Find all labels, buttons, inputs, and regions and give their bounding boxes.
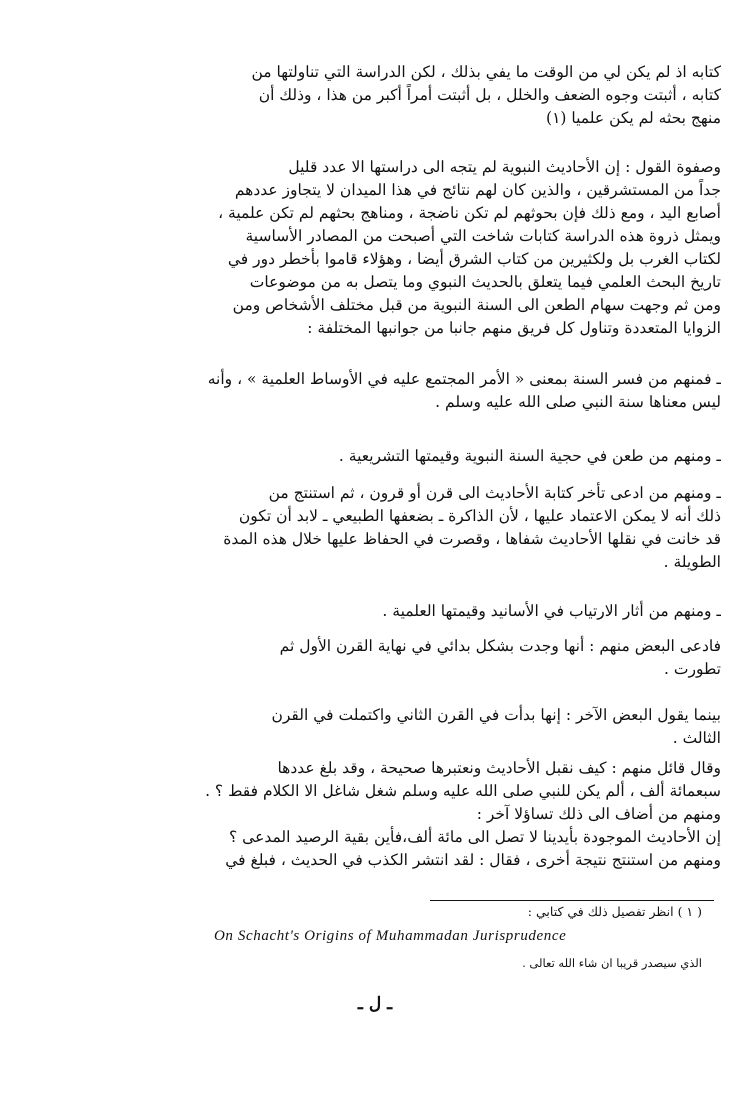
text-line: تاريخ البحث العلمي فيما يتعلق بالحديث النبوي وما يتصل به من موضوعات [249,273,721,291]
text-line: الطويلة . [663,553,721,571]
text-line: ـ فمنهم من فسر السنة بمعنى « الأمر المجتمع عليه في الأوساط العلمية » ، وأنه [207,370,721,388]
paragraph-summary [76,156,721,340]
text-line: ـ ومنهم من ادعى تأخر كتابة الأحاديث الى قرن أو قرون ، ثم استنتج من [268,484,721,502]
paragraph-claim-3 [76,757,721,872]
text-line: فادعى البعض منهم : أنها وجدت بشكل بدائي في نهاية القرن الأول ثم [279,637,721,655]
text-line: وقال قائل منهم : كيف نقبل الأحاديث ونعتبرها صحيحة ، وقد بلغ عددها [277,759,721,777]
text-line: تطورت . [664,660,721,678]
text-line: ذلك أنه لا يمكن الاعتماد عليها ، لأن الذاكرة ـ بضعفها الطبيعي ـ لابد أن تكون [238,507,721,525]
text-line: كتابه اذ لم يكن لي من الوقت ما يفي بذلك ، لكن الدراسة التي تناولتها من [251,63,721,81]
paragraph-group-1 [76,368,721,414]
paragraph-claim-2 [76,704,721,750]
text-line: ومن ثم وجهت سهام الطعن الى السنة النبوية من قبل مختلف الأشخاص ومن [232,296,721,314]
text-line: سبعمائة ألف ، ألم يكن للنبي صلى الله عليه وسلم شغل شاغل الا الكلام فقط ؟ . [205,782,721,800]
text-line: لكتاب الغرب بل ولكثيرين من كتاب الشرق أيضا ، وهؤلاء قاموا بأخطر دور في [227,250,721,268]
text-line: ويمثل ذروة هذه الدراسة كتابات شاخت التي أصبحت من المصادر الأساسية [245,227,721,245]
text-line: كتابه ، أثبتت وجوه الضعف والخلل ، بل أثبتت أمراً أكبر من هذا ، وذلك أن [258,86,721,104]
text-line: ـ ومنهم من أثار الارتياب في الأسانيد وقيمتها العلمية . [382,602,721,620]
text-line: ليس معناها سنة النبي صلى الله عليه وسلم . [435,393,721,411]
footnote-divider [430,900,714,901]
footnote-note: الذي سيصدر قريبا ان شاء الله تعالى . [522,956,702,970]
paragraph-intro [76,61,721,130]
text-line: أصابع اليد ، ومع ذلك فإن بحوثهم لم تكن ناضجة ، ومناهج بحثهم لم تكن علمية ، [218,204,721,222]
footnote-marker: ( ١ ) انظر تفصيل ذلك في كتابي : [527,904,702,919]
text-line: منهج بحثه لم يكن علميا (١) [546,109,721,127]
text-line: ومنهم من أضاف الى ذلك تساؤلا آخر : [476,805,721,823]
paragraph-group-2 [76,445,721,468]
text-line: إن الأحاديث الموجودة بأيدينا لا تصل الى مائة ألف،فأين بقية الرصيد المدعى ؟ [229,828,721,846]
text-line: جداً من المستشرقين ، والذين كان لهم نتائج في هذا الميدان لا يتجاوز عددهم [234,181,721,199]
text-line: الثالث . [672,729,721,747]
page-number: ـ ل ـ [357,994,393,1014]
paragraph-claim-1 [76,635,721,681]
text-line: ـ ومنهم من طعن في حجية السنة النبوية وقيمتها التشريعية . [338,447,721,465]
text-line: الزوايا المتعددة وتناول كل فريق منهم جانبا من جوانبها المختلفة : [307,319,721,337]
paragraph-group-3 [76,482,721,574]
text-line: قد خانت في نقلها الأحاديث شفاها ، وقصرت في الحفاظ عليها خلال هذه المدة [223,530,721,548]
paragraph-group-4 [76,600,721,623]
footnote-book-title: On Schacht's Origins of Muhammadan Jurisprudence [214,928,567,944]
text-line: بينما يقول البعض الآخر : إنها بدأت في القرن الثاني واكتملت في القرن [271,706,721,724]
text-line: وصفوة القول : إن الأحاديث النبوية لم يتجه الى دراستها الا عدد قليل [288,158,721,176]
text-line: ومنهم من استنتج نتيجة أخرى ، فقال : لقد انتشر الكذب في الحديث ، فبلغ في [225,851,721,869]
